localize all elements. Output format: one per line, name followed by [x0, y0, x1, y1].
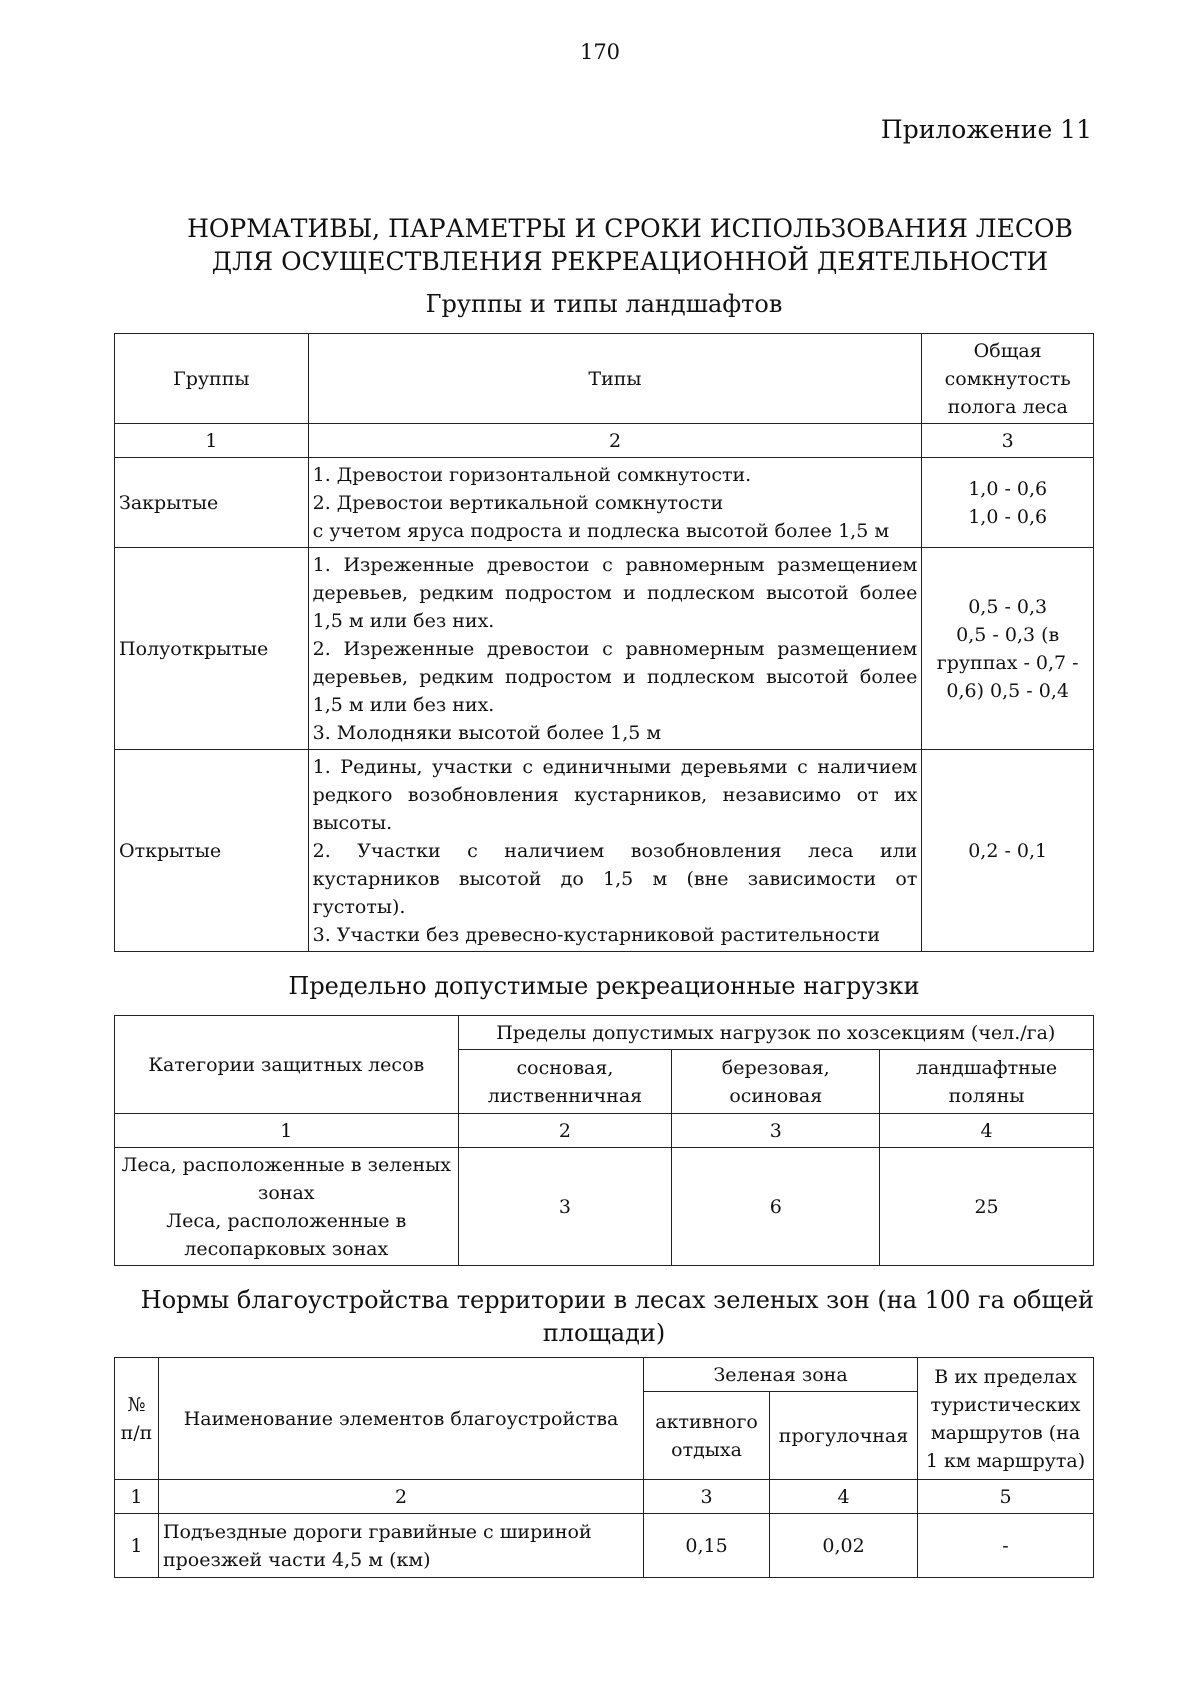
col-number: 3	[644, 1480, 770, 1514]
col-number: 3	[672, 1114, 880, 1148]
table-row	[115, 1514, 1094, 1578]
types-cell	[308, 458, 922, 548]
col-number: 4	[770, 1480, 918, 1514]
subheader-pine: сосновая, лиственничная	[458, 1050, 672, 1114]
table3-caption	[114, 1284, 1094, 1350]
group-name: Открытые	[115, 750, 309, 952]
recreational-loads-table	[114, 1015, 1094, 1266]
density-value: 0,5 - 0,3	[968, 595, 1048, 618]
header-groups: Группы	[115, 334, 309, 424]
table1-header-row	[115, 334, 1094, 424]
subheader-glades: ландшафтные поляны	[880, 1050, 1094, 1114]
table3-caption-line-2: площади)	[542, 1319, 666, 1347]
category-cell	[115, 1148, 459, 1266]
density-cell	[922, 750, 1094, 952]
table-row	[115, 1148, 1094, 1266]
col-number: 4	[880, 1114, 1094, 1148]
title-line-1: НОРМАТИВЫ, ПАРАМЕТРЫ И СРОКИ ИСПОЛЬЗОВАНИЯ ЛЕСОВ	[187, 214, 1073, 243]
walking-value: 0,02	[770, 1514, 918, 1578]
types-cell	[308, 548, 922, 750]
table3-header-row	[115, 1358, 1094, 1392]
header-element-name: Наименование элементов благоустройства	[158, 1358, 643, 1480]
type-item: 2. Участки с наличием возобновления леса или кустарников высотой до 1,5 м (вне зависимости от густоты).	[312, 839, 918, 918]
group-name: Закрытые	[115, 458, 309, 548]
header-density: Общая сомкнутость полога леса	[922, 334, 1094, 424]
category-green-zones: Леса, расположенные в зеленых зонах	[121, 1153, 452, 1204]
table3-number-row	[115, 1480, 1094, 1514]
appendix-label: Приложение 11	[880, 115, 1092, 144]
types-cell	[308, 750, 922, 952]
density-value: 0,2 - 0,1	[968, 839, 1048, 862]
load-value: 3	[458, 1148, 672, 1266]
document-title	[180, 212, 1080, 278]
type-item: 1. Редины, участки с единичными деревьями с наличием редкого возобновления кустарников, независимо от их высоты.	[312, 755, 918, 834]
tourist-routes-value: -	[918, 1514, 1094, 1578]
type-item: 3. Участки без древесно-кустарниковой растительности	[312, 923, 881, 946]
category-forest-parks: Леса, расположенные в лесопарковых зонах	[166, 1209, 407, 1260]
type-item: с учетом яруса подроста и подлеска высотой более 1,5 м	[312, 519, 890, 542]
table2-header-row	[115, 1016, 1094, 1050]
header-number: № п/п	[115, 1358, 159, 1480]
type-item: 1. Изреженные древостои с равномерным размещением деревьев, редким подростом и подлеском высотой более 1,5 м или без них.	[312, 553, 918, 632]
header-green-zone: Зеленая зона	[644, 1358, 918, 1392]
density-cell	[922, 458, 1094, 548]
type-item: 1. Древостои горизонтальной сомкнутости.	[312, 463, 752, 486]
density-value: 0,5 - 0,3 (в группах - 0,7 - 0,6) 0,5 - 0,4	[936, 623, 1079, 702]
row-number: 1	[115, 1514, 159, 1578]
header-tourist-routes: В их пределах туристических маршрутов (на 1 км маршрута)	[918, 1358, 1094, 1480]
col-number: 5	[918, 1480, 1094, 1514]
col-number: 2	[158, 1480, 643, 1514]
header-limits: Пределы допустимых нагрузок по хозсекциям (чел./га)	[458, 1016, 1093, 1050]
col-number: 2	[458, 1114, 672, 1148]
density-value: 1,0 - 0,6	[968, 477, 1048, 500]
table3-caption-line-1: Нормы благоустройства территории в лесах зеленых зон (на 100 га общей	[140, 1286, 1094, 1314]
title-line-2: ДЛЯ ОСУЩЕСТВЛЕНИЯ РЕКРЕАЦИОННОЙ ДЕЯТЕЛЬНОСТИ	[211, 247, 1049, 276]
type-item: 3. Молодняки высотой более 1,5 м	[312, 721, 662, 744]
table2-caption: Предельно допустимые рекреационные нагрузки	[288, 972, 920, 1000]
header-walking: прогулочная	[770, 1392, 918, 1480]
density-cell	[922, 548, 1094, 750]
header-types: Типы	[308, 334, 922, 424]
col-number: 2	[308, 424, 922, 458]
table1-caption: Группы и типы ландшафтов	[425, 290, 783, 318]
col-number: 3	[922, 424, 1094, 458]
table-row	[115, 548, 1094, 750]
table2-number-row	[115, 1114, 1094, 1148]
header-active-rest: активного отдыха	[644, 1392, 770, 1480]
active-rest-value: 0,15	[644, 1514, 770, 1578]
header-category: Категории защитных лесов	[115, 1016, 459, 1114]
landscape-types-table	[114, 333, 1094, 952]
table-row	[115, 750, 1094, 952]
col-number: 1	[115, 424, 309, 458]
type-item: 2. Древостои вертикальной сомкнутости	[312, 491, 724, 514]
table1-number-row	[115, 424, 1094, 458]
load-value: 6	[672, 1148, 880, 1266]
table-row	[115, 458, 1094, 548]
load-value: 25	[880, 1148, 1094, 1266]
col-number: 1	[115, 1114, 459, 1148]
group-name: Полуоткрытые	[115, 548, 309, 750]
element-name: Подъездные дороги гравийные с шириной проезжей части 4,5 м (км)	[158, 1514, 643, 1578]
density-value: 1,0 - 0,6	[968, 505, 1048, 528]
subheader-birch: березовая, осиновая	[672, 1050, 880, 1114]
page-number: 170	[579, 40, 621, 64]
type-item: 2. Изреженные древостои с равномерным размещением деревьев, редким подростом и подлеском высотой более 1,5 м или без них.	[312, 637, 918, 716]
improvement-norms-table	[114, 1357, 1094, 1578]
col-number: 1	[115, 1480, 159, 1514]
